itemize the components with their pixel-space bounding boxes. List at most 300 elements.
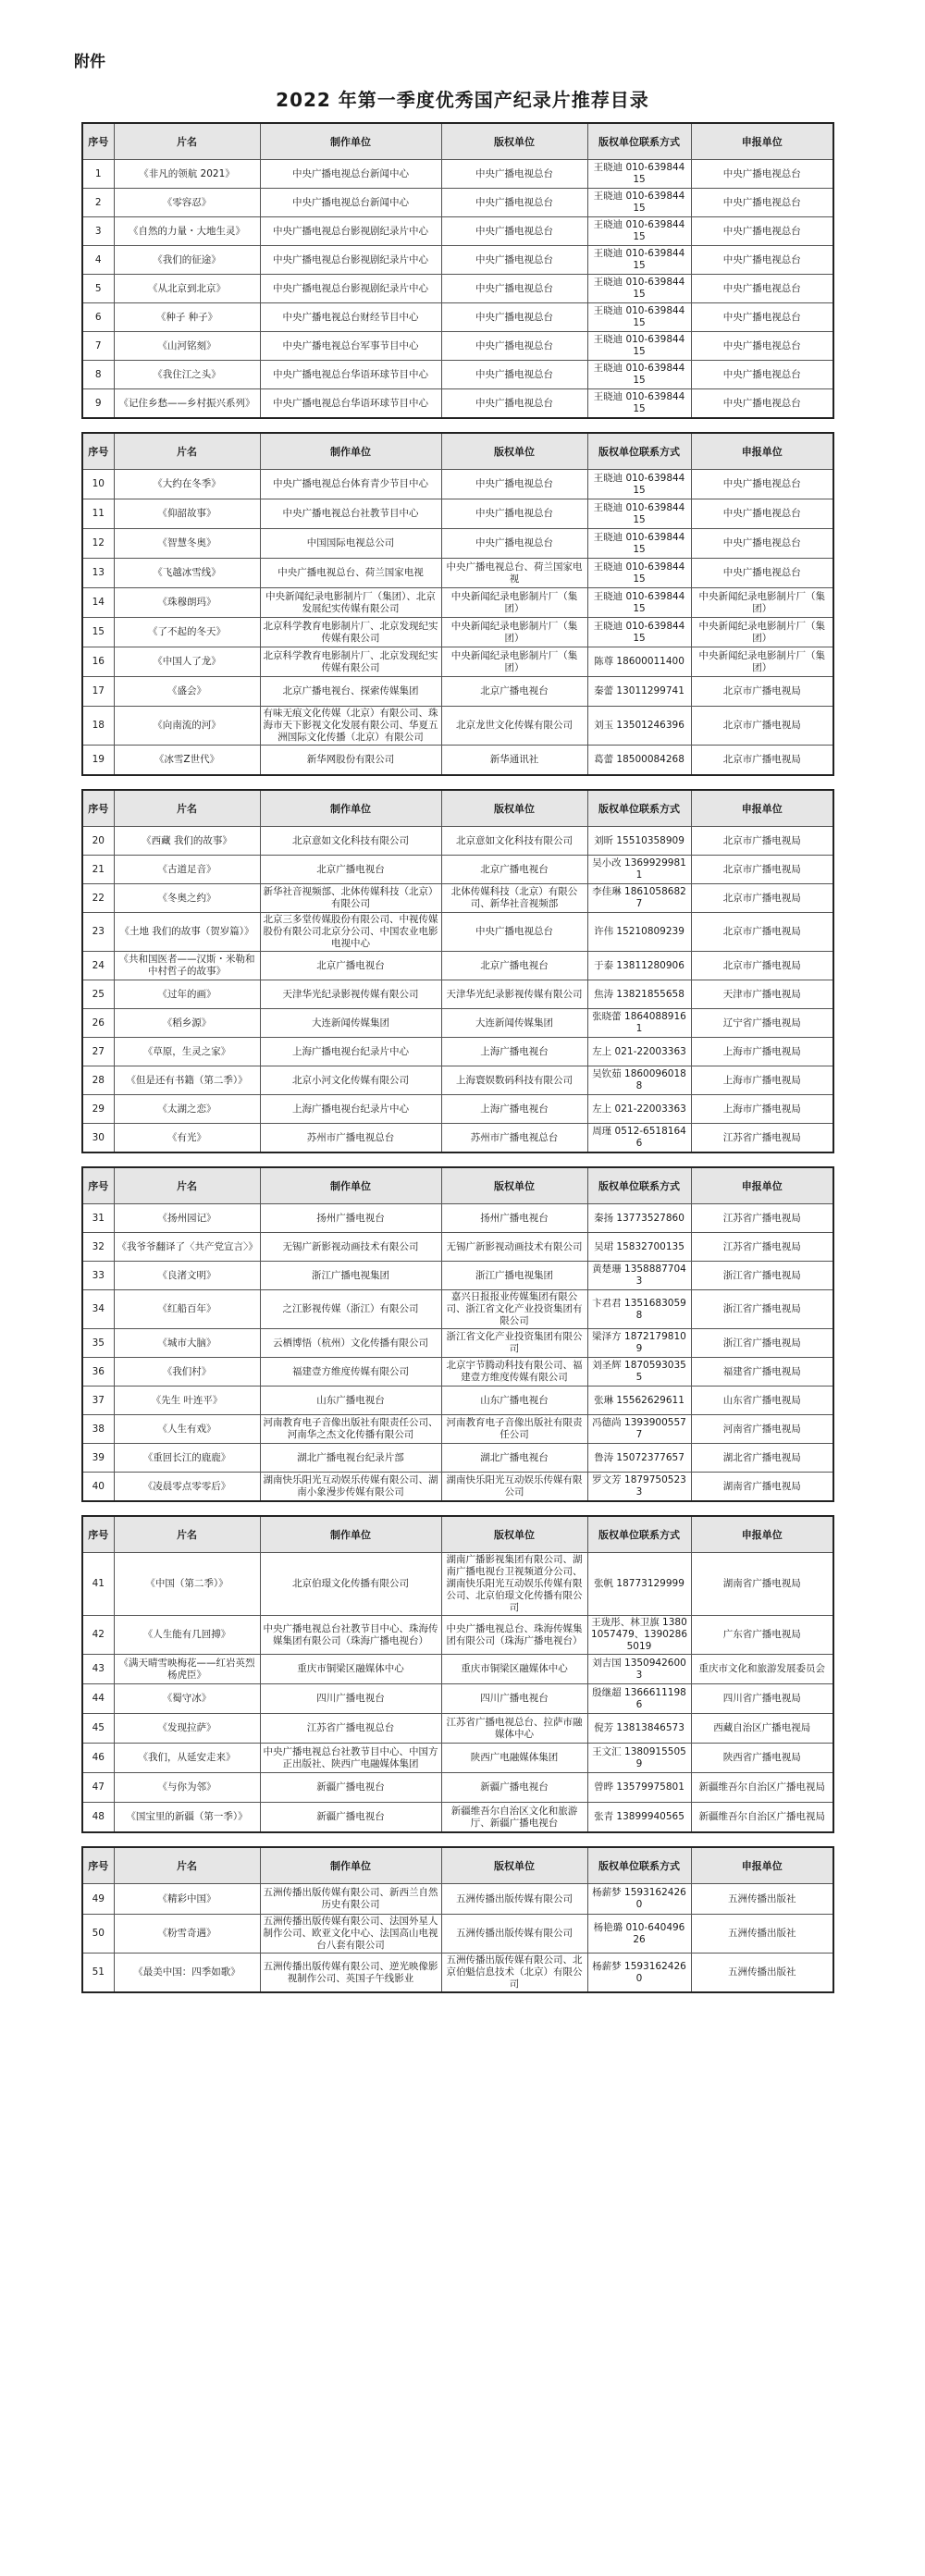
table-header-row	[82, 123, 833, 160]
cell-no: 13	[82, 559, 114, 588]
cell-name: 《智慧冬奥》	[114, 529, 260, 559]
attachment-label: 附件	[74, 53, 105, 71]
cell-copyright: 五洲传播出版传媒有限公司	[441, 1915, 587, 1954]
cell-reporter: 五洲传播出版社	[691, 1915, 833, 1954]
cell-no: 37	[82, 1387, 114, 1415]
header-copyright: 版权单位	[441, 790, 587, 827]
header-reporter: 申报单位	[691, 123, 833, 160]
cell-copyright: 中央广播电视总台	[441, 160, 587, 189]
cell-contact: 周瑾 0512-65181646	[587, 1124, 691, 1153]
cell-producer: 山东广播电视台	[260, 1387, 441, 1415]
header-name: 片名	[114, 433, 260, 470]
cell-producer: 中央广播电视总台新闻中心	[260, 160, 441, 189]
cell-producer: 五洲传播出版传媒有限公司、逆光映像影视制作公司、英国子午线影业	[260, 1954, 441, 1993]
cell-name: 《冰雪Z世代》	[114, 746, 260, 776]
cell-copyright: 中央广播电视总台、珠海传媒集团有限公司（珠海广播电视台）	[441, 1616, 587, 1655]
cell-producer: 北京伯璟文化传播有限公司	[260, 1553, 441, 1616]
header-copyright: 版权单位	[441, 433, 587, 470]
header-reporter: 申报单位	[691, 1167, 833, 1204]
cell-contact: 张琳 15562629611	[587, 1387, 691, 1415]
table-row	[82, 1415, 833, 1444]
cell-producer: 中央广播电视总台体育青少节目中心	[260, 470, 441, 499]
cell-contact: 黄楚珊 13588877043	[587, 1262, 691, 1290]
cell-reporter: 中央广播电视总台	[691, 389, 833, 419]
cell-copyright: 湖南广播影视集团有限公司、湖南广播电视台卫视频道分公司、湖南快乐阳光互动娱乐传媒有限公司、北京伯璟文化传播有限公司	[441, 1553, 587, 1616]
cell-contact: 王晓迪 010-63984415	[587, 588, 691, 618]
cell-copyright: 陕西广电融媒体集团	[441, 1744, 587, 1773]
table-row	[82, 189, 833, 217]
header-copyright: 版权单位	[441, 1847, 587, 1884]
recommend-table	[81, 122, 834, 419]
recommend-table	[81, 432, 834, 776]
cell-reporter: 北京市广播电视局	[691, 884, 833, 913]
cell-reporter: 中央广播电视总台	[691, 332, 833, 361]
cell-name: 《有光》	[114, 1124, 260, 1153]
cell-contact: 王晓迪 010-63984415	[587, 217, 691, 246]
cell-reporter: 四川省广播电视局	[691, 1684, 833, 1714]
cell-name: 《重回长江的鹿鹿》	[114, 1444, 260, 1473]
table-row	[82, 361, 833, 389]
header-contact: 版权单位联系方式	[587, 1516, 691, 1553]
cell-name: 《冬奥之约》	[114, 884, 260, 913]
cell-name: 《红船百年》	[114, 1290, 260, 1329]
cell-producer: 中央广播电视总台华语环球节目中心	[260, 361, 441, 389]
cell-no: 45	[82, 1714, 114, 1744]
cell-copyright: 上海广播电视台	[441, 1095, 587, 1124]
cell-no: 7	[82, 332, 114, 361]
cell-no: 15	[82, 618, 114, 647]
cell-producer: 有味无痕文化传媒（北京）有限公司、珠海市天下影视文化发展有限公司、华夏五洲国际文化传播（北京）有限公司	[260, 707, 441, 746]
cell-copyright: 江苏省广播电视总台、拉萨市融媒体中心	[441, 1714, 587, 1744]
cell-no: 26	[82, 1009, 114, 1038]
cell-reporter: 北京市广播电视局	[691, 746, 833, 776]
header-producer: 制作单位	[260, 1847, 441, 1884]
table-row	[82, 707, 833, 746]
cell-copyright: 北体传媒科技（北京）有限公司、新华社音视频部	[441, 884, 587, 913]
cell-producer: 无锡广新影视动画技术有限公司	[260, 1233, 441, 1262]
cell-contact: 王晓迪 010-63984415	[587, 246, 691, 275]
cell-name: 《良渚文明》	[114, 1262, 260, 1290]
table-row	[82, 1655, 833, 1684]
cell-no: 2	[82, 189, 114, 217]
table-row	[82, 389, 833, 419]
table-row	[82, 1684, 833, 1714]
table-row	[82, 677, 833, 707]
cell-reporter: 中央新闻纪录电影制片厂（集团）	[691, 618, 833, 647]
table-row	[82, 303, 833, 332]
cell-reporter: 北京市广播电视局	[691, 856, 833, 884]
cell-producer: 中国国际电视总公司	[260, 529, 441, 559]
table-header-row	[82, 790, 833, 827]
header-reporter: 申报单位	[691, 433, 833, 470]
cell-copyright: 山东广播电视台	[441, 1387, 587, 1415]
cell-producer: 云栖博悟（杭州）文化传播有限公司	[260, 1329, 441, 1358]
cell-producer: 中央广播电视总台影视剧纪录片中心	[260, 217, 441, 246]
cell-no: 31	[82, 1204, 114, 1233]
cell-reporter: 中央新闻纪录电影制片厂（集团）	[691, 647, 833, 677]
cell-name: 《我住江之头》	[114, 361, 260, 389]
cell-no: 18	[82, 707, 114, 746]
cell-producer: 扬州广播电视台	[260, 1204, 441, 1233]
cell-name: 《古道足音》	[114, 856, 260, 884]
recommend-table	[81, 1846, 834, 1993]
cell-reporter: 西藏自治区广播电视局	[691, 1714, 833, 1744]
cell-producer: 中央广播电视总台社教节目中心、珠海传媒集团有限公司（珠海广播电视台）	[260, 1616, 441, 1655]
header-producer: 制作单位	[260, 433, 441, 470]
cell-reporter: 浙江省广播电视局	[691, 1290, 833, 1329]
cell-no: 43	[82, 1655, 114, 1684]
cell-no: 28	[82, 1066, 114, 1095]
table-row	[82, 1553, 833, 1616]
cell-contact: 吴小改 13699299811	[587, 856, 691, 884]
cell-producer: 重庆市铜梁区融媒体中心	[260, 1655, 441, 1684]
cell-name: 《最美中国：四季如歌》	[114, 1954, 260, 1993]
header-no: 序号	[82, 1847, 114, 1884]
cell-producer: 中央广播电视总台财经节目中心	[260, 303, 441, 332]
cell-copyright: 中央广播电视总台	[441, 499, 587, 529]
cell-contact: 杨薪梦 15931624260	[587, 1954, 691, 1993]
cell-no: 14	[82, 588, 114, 618]
cell-contact: 陈尊 18600011400	[587, 647, 691, 677]
cell-producer: 之江影视传媒（浙江）有限公司	[260, 1290, 441, 1329]
cell-contact: 左上 021-22003363	[587, 1095, 691, 1124]
cell-producer: 五洲传播出版传媒有限公司、新西兰自然历史有限公司	[260, 1884, 441, 1915]
cell-reporter: 新疆维吾尔自治区广播电视局	[691, 1803, 833, 1833]
cell-copyright: 北京广播电视台	[441, 677, 587, 707]
cell-name: 《先生 叶连平》	[114, 1387, 260, 1415]
cell-contact: 王晓迪 010-63984415	[587, 160, 691, 189]
cell-copyright: 中央广播电视总台	[441, 246, 587, 275]
cell-copyright: 北京广播电视台	[441, 952, 587, 980]
cell-copyright: 北京意如文化科技有限公司	[441, 827, 587, 856]
cell-name: 《精彩中国》	[114, 1884, 260, 1915]
table-header-row	[82, 433, 833, 470]
cell-copyright: 中央广播电视总台	[441, 361, 587, 389]
cell-copyright: 中央广播电视总台	[441, 332, 587, 361]
cell-no: 24	[82, 952, 114, 980]
cell-copyright: 北京广播电视台	[441, 856, 587, 884]
header-no: 序号	[82, 1516, 114, 1553]
cell-contact: 王晓迪 010-63984415	[587, 529, 691, 559]
table-row	[82, 884, 833, 913]
cell-contact: 王晓迪 010-63984415	[587, 618, 691, 647]
cell-copyright: 中央广播电视总台	[441, 389, 587, 419]
cell-producer: 苏州市广播电视总台	[260, 1124, 441, 1153]
cell-name: 《中国（第二季）》	[114, 1553, 260, 1616]
cell-no: 5	[82, 275, 114, 303]
table-row	[82, 275, 833, 303]
cell-name: 《草原，生灵之家》	[114, 1038, 260, 1066]
cell-copyright: 新疆广播电视台	[441, 1773, 587, 1803]
cell-name: 《我们村》	[114, 1358, 260, 1387]
cell-contact: 卞君君 13516830598	[587, 1290, 691, 1329]
cell-name: 《自然的力量・大地生灵》	[114, 217, 260, 246]
cell-producer: 北京科学教育电影制片厂、北京发现纪实传媒有限公司	[260, 647, 441, 677]
cell-contact: 葛蕾 18500084268	[587, 746, 691, 776]
cell-name: 《蜀守冰》	[114, 1684, 260, 1714]
cell-no: 36	[82, 1358, 114, 1387]
cell-copyright: 浙江省文化产业投资集团有限公司	[441, 1329, 587, 1358]
cell-no: 16	[82, 647, 114, 677]
header-reporter: 申报单位	[691, 790, 833, 827]
table-row	[82, 1204, 833, 1233]
cell-producer: 中央广播电视总台影视剧纪录片中心	[260, 246, 441, 275]
table-row	[82, 1803, 833, 1833]
cell-reporter: 中央新闻纪录电影制片厂（集团）	[691, 588, 833, 618]
cell-reporter: 湖北省广播电视局	[691, 1444, 833, 1473]
cell-contact: 王晓迪 010-63984415	[587, 499, 691, 529]
cell-producer: 四川广播电视台	[260, 1684, 441, 1714]
cell-contact: 张帆 18773129999	[587, 1553, 691, 1616]
table-row	[82, 217, 833, 246]
table-row	[82, 529, 833, 559]
cell-name: 《我爷爷翻译了〈共产党宣言〉》	[114, 1233, 260, 1262]
cell-copyright: 五洲传播出版传媒有限公司、北京伯魁信息技术（北京）有限公司	[441, 1954, 587, 1993]
table-header-row	[82, 1516, 833, 1553]
cell-contact: 王晓迪 010-63984415	[587, 389, 691, 419]
table-row	[82, 1884, 833, 1915]
table-row	[82, 332, 833, 361]
cell-no: 12	[82, 529, 114, 559]
cell-reporter: 北京市广播电视局	[691, 913, 833, 952]
cell-copyright: 河南教育电子音像出版社有限责任公司	[441, 1415, 587, 1444]
cell-contact: 焦涛 13821855658	[587, 980, 691, 1009]
cell-contact: 刘圣辉 18705930355	[587, 1358, 691, 1387]
cell-name: 《珠穆朗玛》	[114, 588, 260, 618]
header-no: 序号	[82, 433, 114, 470]
cell-reporter: 河南省广播电视局	[691, 1415, 833, 1444]
table-row	[82, 160, 833, 189]
cell-no: 39	[82, 1444, 114, 1473]
cell-copyright: 中央广播电视总台	[441, 275, 587, 303]
cell-reporter: 上海市广播电视局	[691, 1095, 833, 1124]
cell-no: 34	[82, 1290, 114, 1329]
cell-no: 10	[82, 470, 114, 499]
table-row	[82, 618, 833, 647]
cell-reporter: 湖南省广播电视局	[691, 1553, 833, 1616]
header-name: 片名	[114, 123, 260, 160]
cell-name: 《仰韶故事》	[114, 499, 260, 529]
table-row	[82, 1358, 833, 1387]
cell-producer: 大连新闻传媒集团	[260, 1009, 441, 1038]
cell-copyright: 天津华光纪录影视传媒有限公司	[441, 980, 587, 1009]
cell-no: 50	[82, 1915, 114, 1954]
cell-contact: 吴钦茹 18600960188	[587, 1066, 691, 1095]
table-row	[82, 1233, 833, 1262]
header-contact: 版权单位联系方式	[587, 790, 691, 827]
table-row	[82, 1744, 833, 1773]
cell-no: 17	[82, 677, 114, 707]
cell-reporter: 中央广播电视总台	[691, 361, 833, 389]
cell-name: 《扬州园记》	[114, 1204, 260, 1233]
cell-name: 《我们，从延安走来》	[114, 1744, 260, 1773]
cell-producer: 中央广播电视总台军事节目中心	[260, 332, 441, 361]
cell-producer: 河南教育电子音像出版社有限责任公司、河南华之杰文化传播有限公司	[260, 1415, 441, 1444]
cell-contact: 张青 13899940565	[587, 1803, 691, 1833]
header-contact: 版权单位联系方式	[587, 123, 691, 160]
cell-reporter: 北京市广播电视局	[691, 827, 833, 856]
cell-contact: 王晓迪 010-63984415	[587, 189, 691, 217]
cell-reporter: 中央广播电视总台	[691, 217, 833, 246]
table-row	[82, 1444, 833, 1473]
table-row	[82, 1387, 833, 1415]
table-row	[82, 1714, 833, 1744]
header-copyright: 版权单位	[441, 1167, 587, 1204]
cell-name: 《过年的画》	[114, 980, 260, 1009]
cell-reporter: 中央广播电视总台	[691, 189, 833, 217]
table-row	[82, 913, 833, 952]
table-row	[82, 1616, 833, 1655]
cell-no: 22	[82, 884, 114, 913]
recommend-table	[81, 1515, 834, 1833]
cell-no: 40	[82, 1473, 114, 1502]
table-row	[82, 1773, 833, 1803]
header-name: 片名	[114, 1847, 260, 1884]
cell-no: 30	[82, 1124, 114, 1153]
cell-reporter: 上海市广播电视局	[691, 1038, 833, 1066]
cell-reporter: 上海市广播电视局	[691, 1066, 833, 1095]
cell-no: 38	[82, 1415, 114, 1444]
cell-name: 《飞越冰雪线》	[114, 559, 260, 588]
cell-copyright: 中央广播电视总台	[441, 913, 587, 952]
cell-name: 《大约在冬季》	[114, 470, 260, 499]
cell-contact: 刘玉 13501246396	[587, 707, 691, 746]
cell-contact: 曾晔 13579975801	[587, 1773, 691, 1803]
cell-reporter: 北京市广播电视局	[691, 677, 833, 707]
recommend-table	[81, 789, 834, 1153]
header-name: 片名	[114, 1516, 260, 1553]
documentary-tables	[81, 122, 832, 2006]
table-row	[82, 588, 833, 618]
cell-no: 51	[82, 1954, 114, 1993]
cell-name: 《了不起的冬天》	[114, 618, 260, 647]
cell-copyright: 北京龙世文化传媒有限公司	[441, 707, 587, 746]
cell-name: 《种子 种子》	[114, 303, 260, 332]
cell-contact: 秦蕾 13011299741	[587, 677, 691, 707]
cell-no: 42	[82, 1616, 114, 1655]
table-row	[82, 1290, 833, 1329]
cell-reporter: 江苏省广播电视局	[691, 1233, 833, 1262]
cell-producer: 中央广播电视总台影视剧纪录片中心	[260, 275, 441, 303]
header-copyright: 版权单位	[441, 123, 587, 160]
cell-copyright: 中央新闻纪录电影制片厂（集团）	[441, 588, 587, 618]
cell-reporter: 中央广播电视总台	[691, 246, 833, 275]
cell-name: 《从北京到北京》	[114, 275, 260, 303]
table-row	[82, 952, 833, 980]
table-row	[82, 980, 833, 1009]
cell-name: 《与你为邻》	[114, 1773, 260, 1803]
cell-copyright: 重庆市铜梁区融媒体中心	[441, 1655, 587, 1684]
cell-name: 《山河铭刻》	[114, 332, 260, 361]
cell-reporter: 山东省广播电视局	[691, 1387, 833, 1415]
cell-name: 《共和国医者——汉斯・米勒和中村哲子的故事》	[114, 952, 260, 980]
cell-no: 4	[82, 246, 114, 275]
cell-reporter: 福建省广播电视局	[691, 1358, 833, 1387]
cell-contact: 王晓迪 010-63984415	[587, 332, 691, 361]
cell-producer: 新华网股份有限公司	[260, 746, 441, 776]
header-contact: 版权单位联系方式	[587, 433, 691, 470]
cell-producer: 五洲传播出版传媒有限公司、法国外星人制作公司、欧亚文化中心、法国高山电视台八套有限公司	[260, 1915, 441, 1954]
cell-no: 27	[82, 1038, 114, 1066]
cell-contact: 罗文芳 18797505233	[587, 1473, 691, 1502]
cell-producer: 北京广播电视台	[260, 952, 441, 980]
cell-reporter: 江苏省广播电视局	[691, 1204, 833, 1233]
cell-copyright: 中央新闻纪录电影制片厂（集团）	[441, 618, 587, 647]
cell-contact: 李佳琳 18610586827	[587, 884, 691, 913]
cell-reporter: 广东省广播电视局	[691, 1616, 833, 1655]
header-reporter: 申报单位	[691, 1847, 833, 1884]
cell-no: 35	[82, 1329, 114, 1358]
cell-no: 48	[82, 1803, 114, 1833]
cell-no: 23	[82, 913, 114, 952]
cell-name: 《但是还有书籍（第二季）》	[114, 1066, 260, 1095]
cell-reporter: 中央广播电视总台	[691, 303, 833, 332]
cell-no: 29	[82, 1095, 114, 1124]
cell-reporter: 重庆市文化和旅游发展委员会	[691, 1655, 833, 1684]
header-name: 片名	[114, 1167, 260, 1204]
cell-copyright: 大连新闻传媒集团	[441, 1009, 587, 1038]
cell-reporter: 中央广播电视总台	[691, 529, 833, 559]
cell-reporter: 中央广播电视总台	[691, 499, 833, 529]
cell-no: 44	[82, 1684, 114, 1714]
cell-no: 3	[82, 217, 114, 246]
cell-contact: 于泰 13811280906	[587, 952, 691, 980]
cell-name: 《记住乡愁——乡村振兴系列》	[114, 389, 260, 419]
cell-producer: 北京意如文化科技有限公司	[260, 827, 441, 856]
header-no: 序号	[82, 1167, 114, 1204]
cell-producer: 上海广播电视台纪录片中心	[260, 1095, 441, 1124]
cell-copyright: 中央新闻纪录电影制片厂（集团）	[441, 647, 587, 677]
cell-copyright: 四川广播电视台	[441, 1684, 587, 1714]
table-row	[82, 559, 833, 588]
table-row	[82, 746, 833, 776]
cell-name: 《人生能有几回搏》	[114, 1616, 260, 1655]
cell-copyright: 无锡广新影视动画技术有限公司	[441, 1233, 587, 1262]
cell-producer: 中央新闻纪录电影制片厂（集团）、北京发展纪实传媒有限公司	[260, 588, 441, 618]
cell-contact: 张晓蕾 18640889161	[587, 1009, 691, 1038]
cell-no: 19	[82, 746, 114, 776]
cell-producer: 福建壹方维度传媒有限公司	[260, 1358, 441, 1387]
cell-reporter: 中央广播电视总台	[691, 275, 833, 303]
cell-no: 41	[82, 1553, 114, 1616]
cell-contact: 左上 021-22003363	[587, 1038, 691, 1066]
table-row	[82, 1262, 833, 1290]
cell-contact: 倪芳 13813846573	[587, 1714, 691, 1744]
cell-no: 1	[82, 160, 114, 189]
cell-copyright: 上海广播电视台	[441, 1038, 587, 1066]
cell-contact: 王晓迪 010-63984415	[587, 275, 691, 303]
cell-no: 8	[82, 361, 114, 389]
cell-contact: 王珑彤、林卫旗 13801057479、13902865019	[587, 1616, 691, 1655]
cell-producer: 新疆广播电视台	[260, 1773, 441, 1803]
cell-copyright: 扬州广播电视台	[441, 1204, 587, 1233]
cell-name: 《我们的征途》	[114, 246, 260, 275]
header-producer: 制作单位	[260, 790, 441, 827]
cell-no: 11	[82, 499, 114, 529]
cell-copyright: 中央广播电视总台	[441, 189, 587, 217]
cell-contact: 刘吉国 13509426003	[587, 1655, 691, 1684]
cell-contact: 王晓迪 010-63984415	[587, 470, 691, 499]
cell-no: 25	[82, 980, 114, 1009]
cell-reporter: 江苏省广播电视局	[691, 1124, 833, 1153]
cell-name: 《向南流的河》	[114, 707, 260, 746]
cell-name: 《太湖之恋》	[114, 1095, 260, 1124]
cell-contact: 许伟 15210809239	[587, 913, 691, 952]
header-name: 片名	[114, 790, 260, 827]
cell-producer: 上海广播电视台纪录片中心	[260, 1038, 441, 1066]
cell-contact: 杨艳璐 010-64049626	[587, 1915, 691, 1954]
header-producer: 制作单位	[260, 1167, 441, 1204]
